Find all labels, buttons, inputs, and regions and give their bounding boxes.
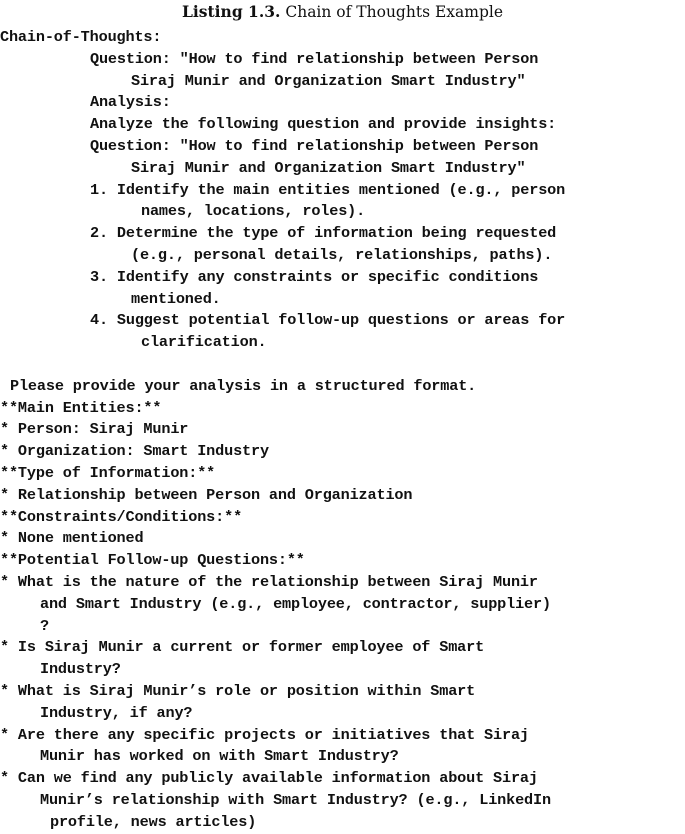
code-line: profile, news articles): [50, 812, 257, 831]
listing-caption: [0, 2, 685, 22]
code-line: Munir’s relationship with Smart Industry? (e.g., LinkedIn: [40, 790, 551, 809]
code-line: **Main Entities:**: [0, 398, 162, 417]
code-line: names, locations, roles).: [141, 202, 366, 221]
code-line: **Potential Follow-up Questions:**: [0, 551, 305, 570]
code-line: **Type of Information:**: [0, 463, 216, 482]
blank-line: [0, 354, 685, 376]
code-line: (e.g., personal details, relationships, paths).: [131, 245, 553, 264]
listing-caption-title: Chain of Thoughts Example: [280, 3, 503, 21]
code-line: * None mentioned: [0, 529, 144, 548]
code-line: ?: [40, 616, 49, 635]
code-line: * Is Siraj Munir a current or former employee of Smart: [0, 638, 485, 657]
code-line: Analysis:: [90, 93, 171, 112]
code-line: Siraj Munir and Organization Smart Industry": [131, 158, 526, 177]
code-line: * Organization: Smart Industry: [0, 442, 269, 461]
code-line: 2. Determine the type of information being requested: [90, 224, 557, 243]
code-line: Please provide your analysis in a structured format.: [10, 376, 477, 395]
code-line: Siraj Munir and Organization Smart Industry": [131, 71, 526, 90]
listing-caption-label: Listing 1.3.: [181, 2, 281, 21]
code-line: and Smart Industry (e.g., employee, contractor, supplier): [40, 594, 551, 613]
code-line: Chain-of-Thoughts:: [0, 28, 162, 46]
code-line: * What is Siraj Munir’s role or position within Smart: [0, 681, 476, 700]
code-line: 1. Identify the main entities mentioned (e.g., person: [90, 180, 566, 199]
code-line: Analyze the following question and provide insights:: [90, 115, 557, 134]
code-line: * Can we find any publicly available information about Siraj: [0, 769, 538, 788]
code-line: Question: "How to find relationship between Person: [90, 49, 539, 68]
code-listing: [0, 27, 685, 833]
code-line: Munir has worked on with Smart Industry?: [40, 747, 399, 766]
code-line: Industry, if any?: [40, 703, 193, 722]
code-line: 4. Suggest potential follow-up questions or areas for: [90, 311, 566, 330]
code-line: * Are there any specific projects or initiatives that Siraj: [0, 725, 529, 744]
code-line: Question: "How to find relationship between Person: [90, 136, 539, 155]
code-line: clarification.: [141, 333, 267, 352]
code-line: **Constraints/Conditions:**: [0, 507, 243, 526]
code-line: mentioned.: [131, 289, 221, 308]
code-line: Industry?: [40, 660, 121, 679]
code-line: * Person: Siraj Munir: [0, 420, 189, 439]
code-line: * Relationship between Person and Organization: [0, 485, 413, 504]
code-line: * What is the nature of the relationship between Siraj Munir: [0, 572, 538, 591]
code-line: 3. Identify any constraints or specific conditions: [90, 267, 539, 286]
